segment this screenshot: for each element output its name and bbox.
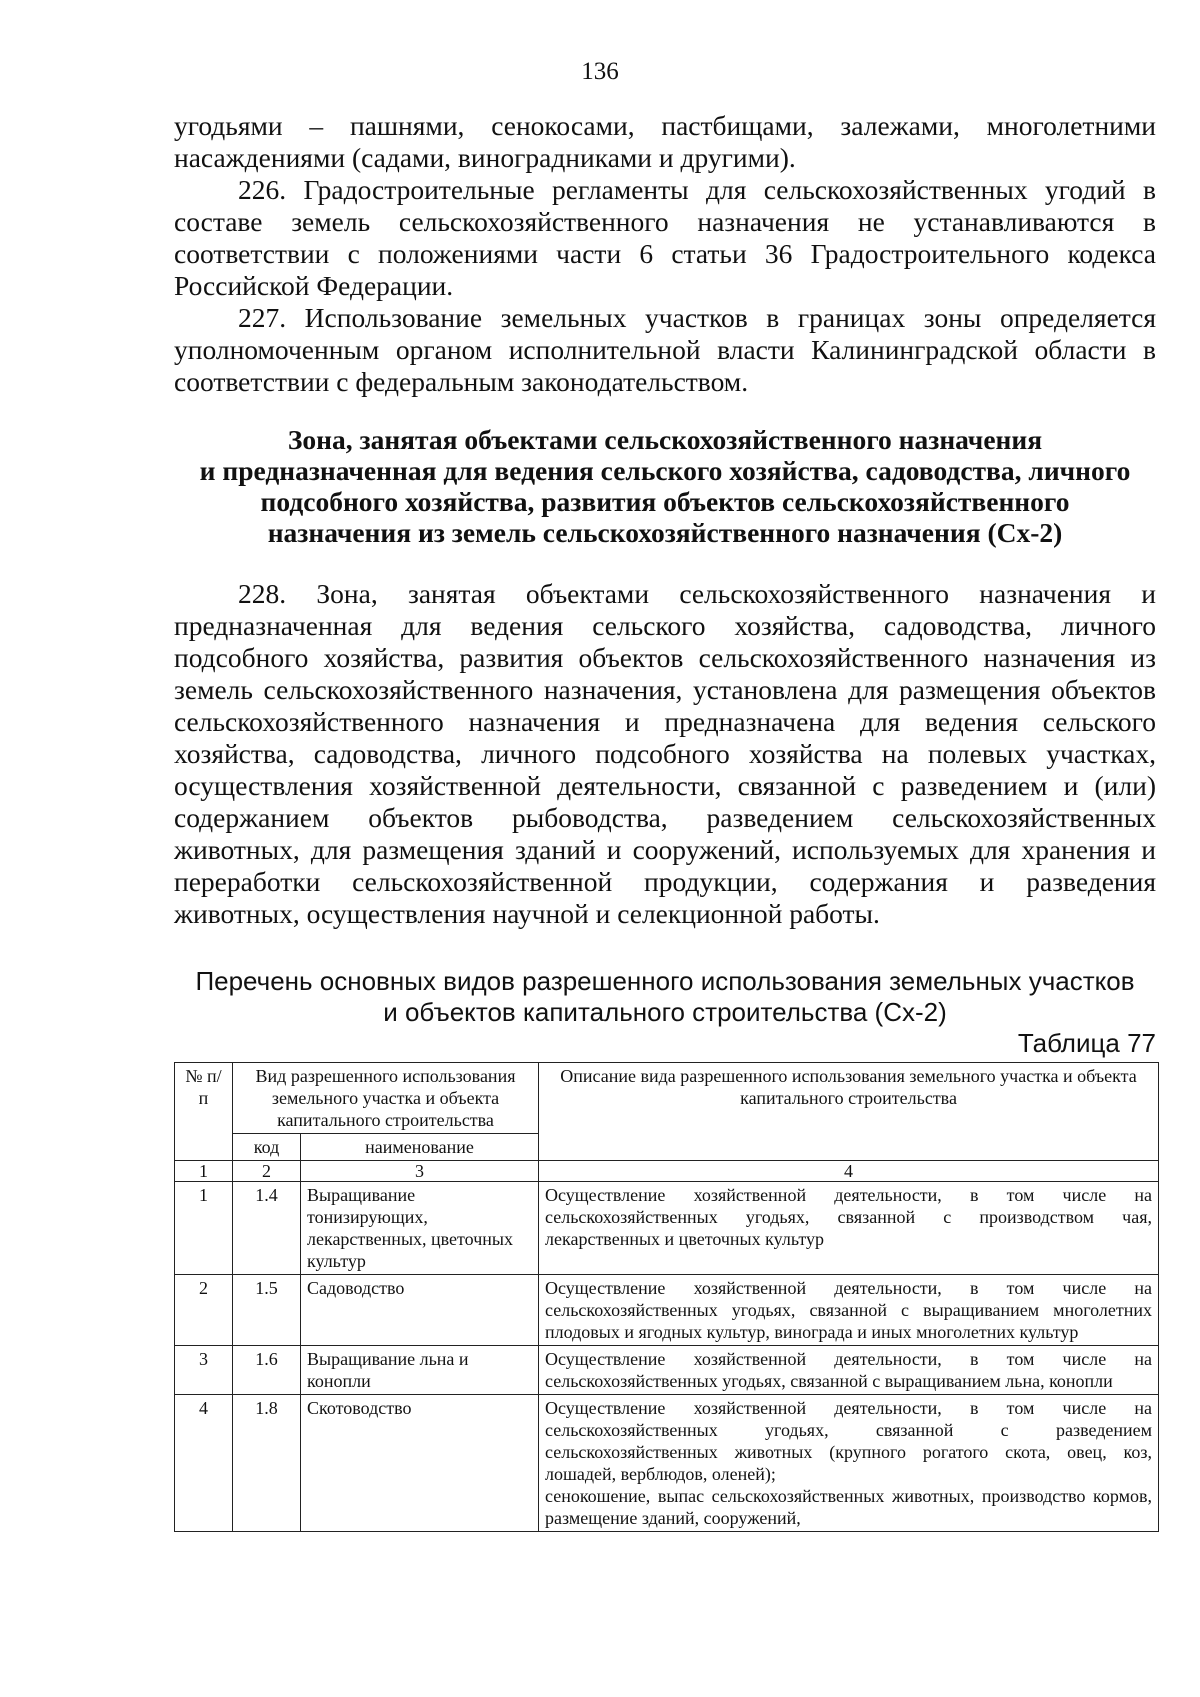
row-description-continued: сенокошение, выпас сельскохозяйственных животных, производство кормов, размещение зданий, сооружений,: [545, 1486, 1153, 1528]
paragraph-226: 226. Градостроительные регламенты для сельскохозяйственных угодий в составе земель сельскохозяйственного назначения не устанавливаются в соответствии с положениями части 6 статьи 36 Градостроительного кодекса Российской Федерации.: [174, 174, 1156, 301]
table-row: [175, 1395, 1159, 1532]
row-code: 1.6: [233, 1346, 301, 1395]
column-number: 3: [301, 1161, 539, 1182]
paragraph-228: 228. Зона, занятая объектами сельскохозяйственного назначения и предназначенная для ведения сельского хозяйства, садоводства, личного подсобного хозяйства, развития объектов сельскохозяйственного назначения из земель сельскохозяйственного назначения, установлена для размещения объектов сельскохозяйственного назначения и предназначена для ведения сельского хозяйства, садоводства, личного подсобного хозяйства на полевых участках, осуществления хозяйственной деятельности, связанной с разведением и (или) содержанием объектов рыбоводства, разведением сельскохозяйственных животных, для размещения зданий и сооружений, используемых для хранения и переработки сельскохозяйственной продукции, содержания и разведения животных, осуществления научной и селекционной работы.: [174, 578, 1156, 929]
row-num: 1: [175, 1182, 233, 1275]
row-description: Осуществление хозяйственной деятельности, в том числе на сельскохозяйственных угодьях, связанной с выращиванием многолетних плодовых и ягодных культур, винограда и иных многолетних культур: [539, 1275, 1159, 1346]
row-name: Скотоводство: [301, 1395, 539, 1532]
table-row: [175, 1182, 1159, 1275]
row-code: 1.8: [233, 1395, 301, 1532]
row-description: Осуществление хозяйственной деятельности, в том числе на сельскохозяйственных угодьях, связанной с производством чая, лекарственных и цветочных культур: [539, 1182, 1159, 1275]
column-number: 1: [175, 1161, 233, 1182]
heading-line: и предназначенная для ведения сельского хозяйства, садоводства, личного: [199, 455, 1131, 486]
land-use-table: [174, 1062, 1159, 1532]
heading-line: Зона, занятая объектами сельскохозяйственного назначения: [287, 424, 1043, 455]
row-num: 3: [175, 1346, 233, 1395]
row-num: 2: [175, 1275, 233, 1346]
zone-heading: [174, 424, 1156, 548]
intro-paragraphs: [174, 110, 1156, 398]
row-description-cell: [539, 1395, 1159, 1532]
caption-line: и объектов капитального строительства (Сх-2): [383, 997, 947, 1027]
table-row: [175, 1346, 1159, 1395]
row-name: Выращивание тонизирующих, лекарственных, цветочных культур: [301, 1182, 539, 1275]
column-number: 4: [539, 1161, 1159, 1182]
table-row: [175, 1275, 1159, 1346]
row-name: Садоводство: [301, 1275, 539, 1346]
column-number-row: [175, 1161, 1159, 1182]
row-num: 4: [175, 1395, 233, 1532]
page-number: 136: [581, 58, 619, 85]
column-number: 2: [233, 1161, 301, 1182]
header-code: код: [233, 1134, 301, 1161]
paragraph-228-block: [174, 578, 1156, 930]
row-description: Осуществление хозяйственной деятельности, в том числе на сельскохозяйственных угодьях, связанной с выращиванием льна, конопли: [539, 1346, 1159, 1395]
header-kind: Вид разрешенного использования земельного участка и объекта капитального строительства: [233, 1063, 539, 1134]
heading-line: подсобного хозяйства, развития объектов сельскохозяйственного: [260, 486, 1070, 517]
paragraph-continuation: угодьями – пашнями, сенокосами, пастбищами, залежами, многолетними насаждениями (садами, виноградниками и другими).: [174, 110, 1156, 173]
paragraph-227: 227. Использование земельных участков в границах зоны определяется уполномоченным органом исполнительной власти Калининградской области в соответствии с федеральным законодательством.: [174, 302, 1156, 397]
header-name: наименование: [301, 1134, 539, 1161]
header-description: Описание вида разрешенного использования земельного участка и объекта капитального строительства: [539, 1063, 1159, 1161]
row-code: 1.5: [233, 1275, 301, 1346]
table-caption: [174, 966, 1156, 1028]
table-label: Таблица 77: [1017, 1028, 1156, 1058]
row-description: Осуществление хозяйственной деятельности, в том числе на сельскохозяйственных угодьях, связанной с разведением сельскохозяйственных животных (крупного рогатого скота, овец, коз, лошадей, верблюдов, оленей);: [545, 1398, 1153, 1484]
table-header-row: [175, 1063, 1159, 1134]
row-code: 1.4: [233, 1182, 301, 1275]
row-name: Выращивание льна и конопли: [301, 1346, 539, 1395]
heading-line: назначения из земель сельскохозяйственного назначения (Сх-2): [267, 517, 1063, 548]
header-num: № п/п: [175, 1063, 233, 1161]
caption-line: Перечень основных видов разрешенного использования земельных участков: [195, 966, 1135, 996]
